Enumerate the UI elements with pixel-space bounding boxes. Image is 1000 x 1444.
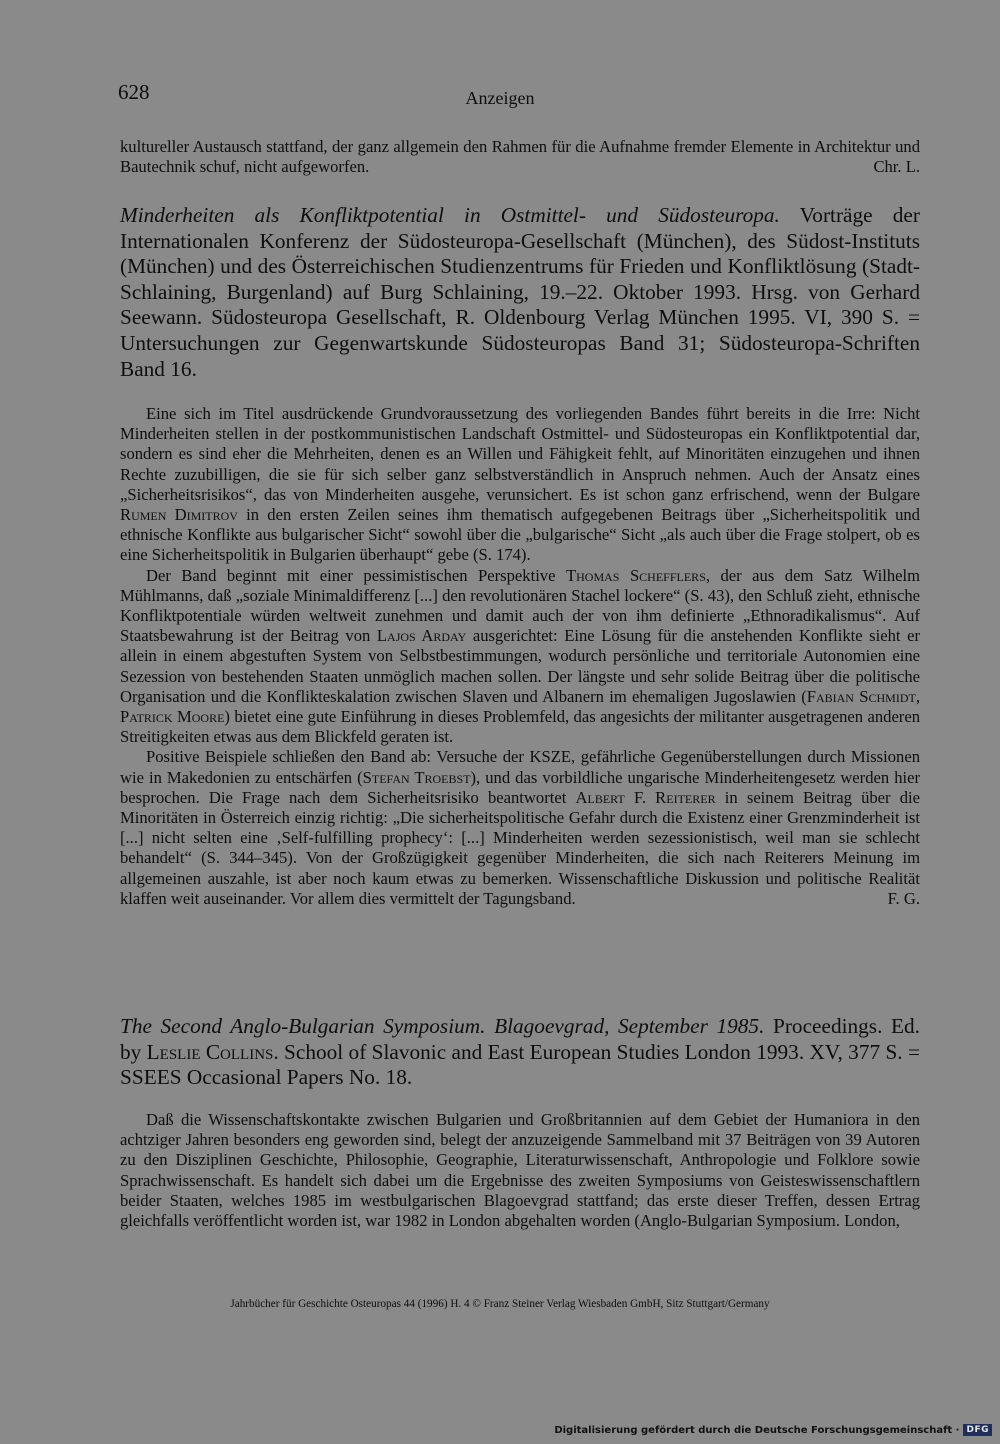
author-name: Lajos Arday <box>376 626 467 646</box>
previous-review-ending <box>120 137 920 177</box>
review1-paragraph-1: Eine sich im Titel ausdrückende Grundvoraussetzung des vorliegenden Bandes führt bereits in die Irre: Nicht Minderheiten stellen in der postkommunistischen Landschaft Ostmittel- und Südosteuropas ein Konfliktpotential dar, sondern es sind eher die Mehrheiten, denen es an Willen und Fähigkeit fehlt, auf Minoritäten einzugehen und ihnen Rechte zuzubilligen, die sie für sich selber ganz selbstverständlich in Anspruch nehmen. Auch der Ansatz eines „Sicherheitsrisikos“, das von Minderheiten ausgehe, verunsichert. Es ist schon ganz erfrischend, wenn der Bulgare Rumen Dimitrov in den ersten Zeilen seines ihm thematisch aufgegebenen Beitrags über „Sicherheitspolitik und ethnische Konflikte aus bulgarischer Sicht“ sowohl über die „bulgarische“ Sicht „als auch über die Frage stolpert, ob es eine Sicherheitspolitik in Bulgarien überhaupt“ gebe (S. 174). <box>120 404 920 565</box>
author-name: Stefan Troebst <box>362 767 471 787</box>
previous-review-text: kultureller Austausch stattfand, der ganz allgemein den Rahmen für die Aufnahme fremder Elemente in Architektur und Bautechnik schuf, nicht aufgeworfen. <box>120 137 920 177</box>
running-head: Anzeigen <box>465 88 535 108</box>
dfg-credit <box>554 1424 992 1436</box>
dfg-credit-text: Digitalisierung gefördert durch die Deutsche Forschungsgemeinschaft · <box>554 1424 960 1436</box>
previous-review-signature: Chr. L. <box>873 157 920 177</box>
author-name: Thomas Schefflers <box>565 565 706 585</box>
review2-paragraph-1: Daß die Wissenschaftskontakte zwischen Bulgarien und Großbritannien auf dem Gebiet der Humaniora in den achtziger Jahren besonders eng geworden sind, belegt der anzuzeigende Sammelband mit 37 Beiträgen von 39 Autoren zu den Disziplinen Geschichte, Philosophie, Geographie, Literaturwissenschaft, Anthropologie und Folklore sowie Sprachwissenschaft. Es handelt sich dabei um die Ergebnisse des zweiten Symposiums von Geisteswissenschaftlern beider Staaten, welches 1985 im westbulgarischen Blagoevgrad stattfand; das erste dieser Treffen, dessen Ertrag gleichfalls veröffentlicht worden ist, war 1982 in London abgehalten worden (Anglo-Bulgarian Symposium. London, <box>120 1110 920 1231</box>
dfg-logo: DFG <box>963 1424 992 1436</box>
review1-heading <box>120 203 920 382</box>
editor-name: Leslie Collins <box>146 1039 274 1064</box>
review1-title: Minderheiten als Konfliktpotential in Ostmittel- und Südosteuropa. <box>120 203 780 227</box>
review1-signature: F. G. <box>887 888 920 908</box>
author-name: Fabian Schmidt, Patrick Moore <box>120 686 920 727</box>
review1-paragraph-2: Der Band beginnt mit einer pessimistischen Perspektive Thomas Schefflers, der aus dem Satz Wilhelm Mühlmanns, daß „soziale Minimaldifferenz [...] den revolutionären Stachel lockere“ (S. 43), den Schluß zieht, ethnische Konfliktpotentiale würden weltweit zunehmen und damit auch der von ihm definierte „Ethnoradikalismus“. Auf Staatsbewahrung ist der Beitrag von Lajos Arday ausgerichtet: Eine Lösung für die anstehenden Konflikte sieht er allein in einem abgestuften System von Selbstbestimmungen, wodurch persönliche und territoriale Autonomien eine Sezession von bestehenden Staaten unmöglich machen sollen. Der längste und sehr solide Beitrag über die politische Organisation und die Konflikteskalation zwischen Slaven und Albanern im ehemaligen Jugoslawien (Fabian Schmidt, Patrick Moore) bietet eine gute Einführung in dieses Problemfeld, das angesichts der militanter ausgetragenen anderen Streitigkeiten etwas aus dem Blickfeld geraten ist. <box>120 565 921 747</box>
journal-footer: Jahrbücher für Geschichte Osteuropas 44 (1996) H. 4 © Franz Steiner Verlag Wiesbaden GmbH, Sitz Stuttgart/Germany <box>230 1298 770 1310</box>
review2-title: The Second Anglo-Bulgarian Symposium. Blagoevgrad, September 1985. <box>120 1014 765 1038</box>
author-name: Rumen Dimitrov <box>120 505 238 525</box>
review2-heading: The Second Anglo-Bulgarian Symposium. Blagoevgrad, September 1985. Proceedings. Ed. by Leslie Collins. School of Slavonic and East European Studies London 1993. XV, 377 S. = SSEES Occasional Papers No. 18. <box>120 1014 920 1090</box>
review1-paragraph-3: Positive Beispiele schließen den Band ab: Versuche der KSZE, gefährliche Gegenüberstellungen durch Missionen wie in Makedonien zu entschärfen (Stefan Troebst), und das vorbildliche ungarische Minderheitengesetz werden hier besprochen. Die Frage nach dem Sicherheitsrisiko beantwortet Albert F. Reiterer in seinem Beitrag über die Minoritäten in Österreich einzig richtig: „Die sicherheitspolitische Gefahr durch die Existenz einer Grenzminderheit ist [...] nicht selten eine ‚Self-fulfilling prophecy‘: [...] Minderheiten werden sezessionistisch, weil man sie schlecht behandelt“ (S. 344–345). Von der Großzügigkeit gegenüber Minderheiten, die sich nach Reiterers Meinung im allgemeinen auszahle, ist aber noch kaum etwas zu bemerken. Wissenschaftliche Diskussion und politische Realität klaffen weit auseinander. Vor allem dies vermittelt der Tagungsband. F. G. <box>120 747 921 908</box>
page-number: 628 <box>118 80 150 104</box>
review2-body <box>120 1110 920 1231</box>
review1-body <box>120 404 920 909</box>
review1-citation: Vorträge der Internationalen Konferenz der Südosteuropa-Gesellschaft (München), des Südost-Instituts (München) und des Österreichischen Studienzentrums für Frieden und Konfliktlösung (Stadt-Schlaining, Burgenland) auf Burg Schlaining, 19.–22. Oktober 1993. Hrsg. von Gerhard Seewann. Südosteuropa Gesellschaft, R. Oldenbourg Verlag München 1995. VI, 390 S. = Untersuchungen zur Gegenwartskunde Südosteuropas Band 31; Südosteuropa-Schriften Band 16. <box>120 203 920 381</box>
author-name: Albert F. Reiterer <box>575 787 716 807</box>
